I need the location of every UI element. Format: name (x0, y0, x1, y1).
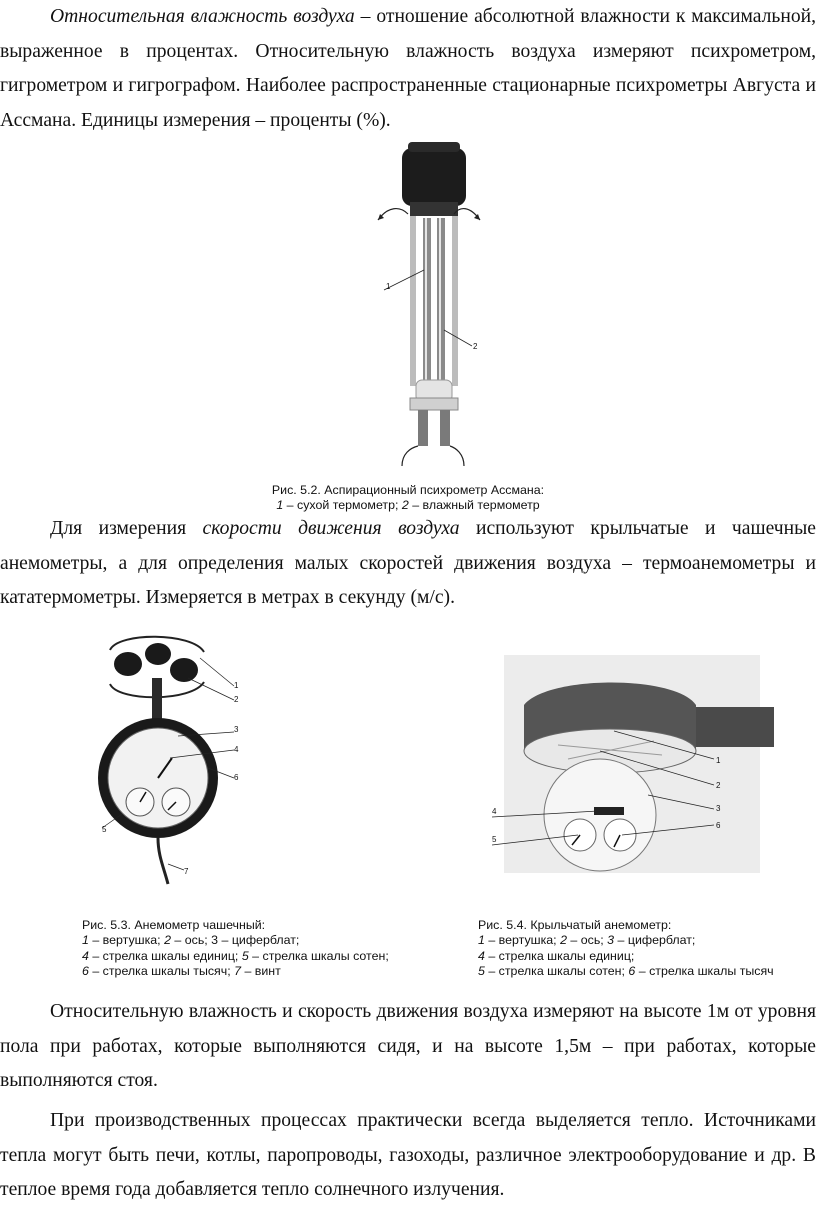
figure-label: 2 (473, 342, 478, 351)
caption-legend-line: 6 – стрелка шкалы тысяч; 7 – винт (82, 964, 281, 979)
figure-label: 7 (184, 867, 189, 876)
figure-cup-anemometer (88, 628, 258, 888)
term-air-velocity: скорости движения воздуха (202, 518, 460, 539)
caption-fig-5-3 (82, 918, 389, 980)
caption-title: Рис. 5.3. Анемометр чашечный: (82, 918, 266, 932)
figure-label: 6 (234, 773, 239, 782)
figure-label: 4 (492, 807, 497, 816)
figure-assmann-psychrometer (360, 140, 500, 470)
paragraph-text: – отношение абсолютной влажности к максимальной, выраженное в процентах. Относительную влажность воздуха измеряют психрометром, гигрометром и гигрографом. Наиболее распространенные стационарные психрометры Августа и Ассмана. Единицы измерения – проценты (%). (0, 6, 816, 131)
paragraph-air-velocity: Для измерения скорости движения воздуха используют крыльчатые и чашечные анемометры, а для определения малых скоростей движения воздуха – термоанемометры и кататермометры. Измеряется в метрах в секунду (м/с). (0, 518, 816, 608)
caption-fig-5-4 (478, 918, 774, 980)
caption-legend: 1 – сухой термометр; 2 – влажный термометр (276, 498, 540, 513)
caption-fig-5-2 (0, 483, 816, 514)
caption-legend-line: 1 – вертушка; 2 – ось; 3 – циферблат; (82, 933, 300, 948)
figure-label: 2 (234, 695, 239, 704)
figure-label: 3 (234, 725, 239, 734)
caption-legend-line: 4 – стрелка шкалы единиц; (478, 948, 635, 963)
paragraph-heat-sources: При производственных процессах практически всегда выделяется тепло. Источниками тепла могут быть печи, котлы, паропроводы, газоходы, различное электрооборудование и др. В теплое время года добавляется тепло солнечного излучения. (0, 1110, 816, 1200)
figure-label: 1 (716, 756, 721, 765)
figure-label: 5 (492, 835, 497, 844)
figure-label: 3 (716, 804, 721, 813)
paragraph-measurement-height: Относительную влажность и скорость движения воздуха измеряют на высоте 1м от уровня пола при работах, которые выполняются сидя, и на высоте 1,5м – при работах, которые выполняются стоя. (0, 1001, 816, 1091)
figure-vane-anemometer (488, 655, 778, 875)
figure-label: 5 (102, 825, 107, 834)
figure-label: 2 (716, 781, 721, 790)
term-relative-humidity: Относительная влажность воздуха (50, 6, 355, 27)
figure-label: 1 (386, 282, 391, 291)
figure-label: 1 (234, 681, 239, 690)
figure-label: 4 (234, 745, 239, 754)
caption-legend-line: 1 – вертушка; 2 – ось; 3 – циферблат; (478, 933, 696, 948)
caption-title: Рис. 5.4. Крыльчатый анемометр: (478, 918, 672, 932)
caption-title: Рис. 5.2. Аспирационный психрометр Ассмана: (271, 483, 545, 497)
paragraph-relative-humidity (0, 0, 816, 138)
figure-label: 6 (716, 821, 721, 830)
caption-legend-line: 5 – стрелка шкалы сотен; 6 – стрелка шкалы тысяч (478, 964, 774, 979)
caption-legend-line: 4 – стрелка шкалы единиц; 5 – стрелка шкалы сотен; (82, 948, 389, 963)
